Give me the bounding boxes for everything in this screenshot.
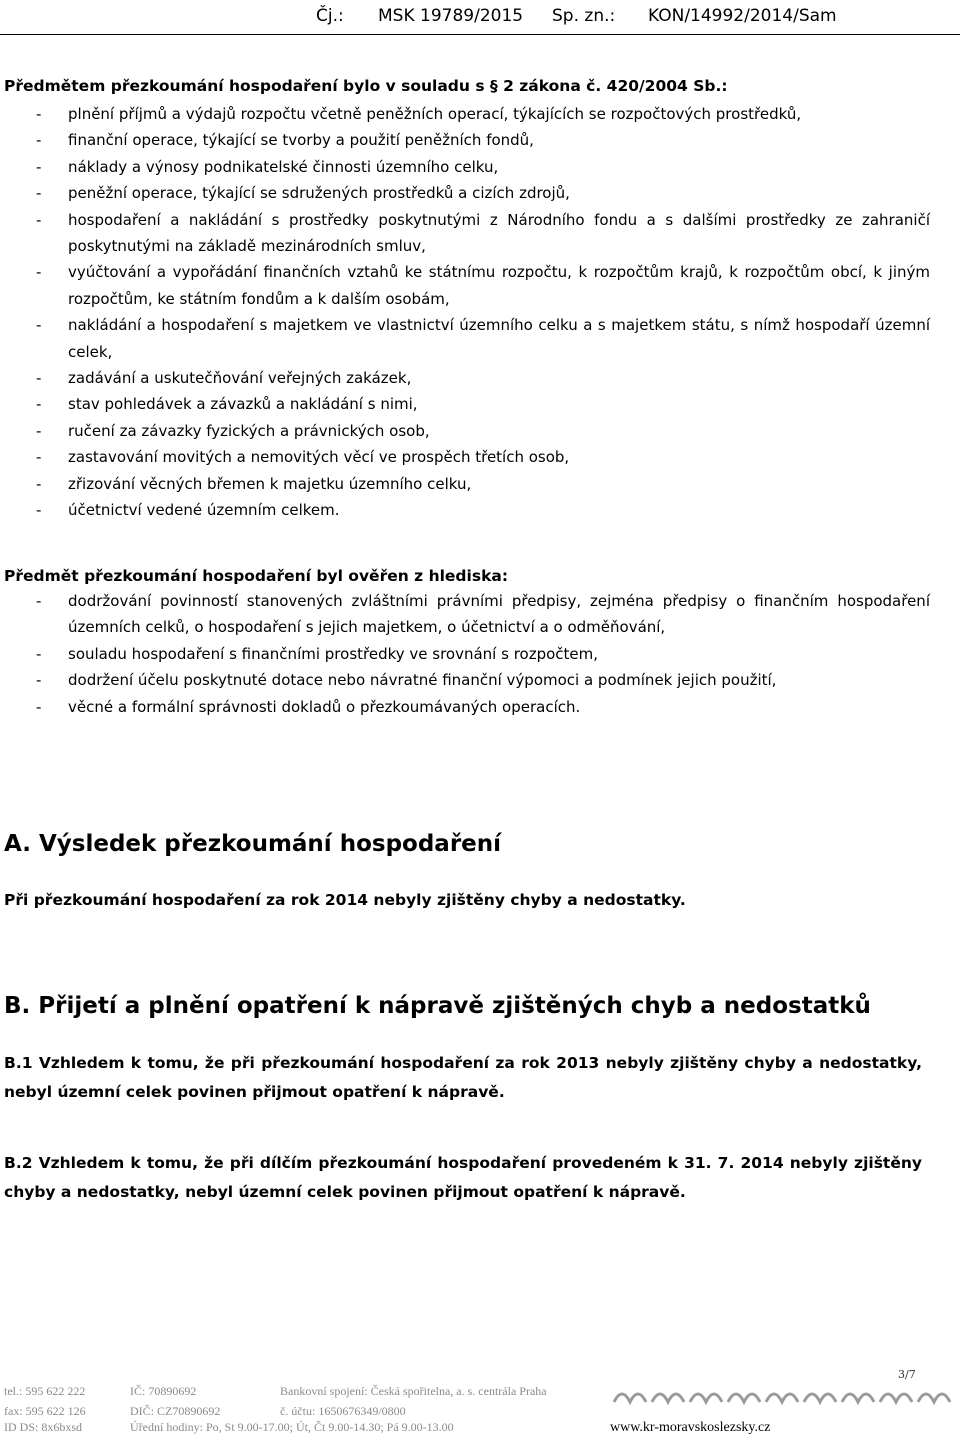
footer-fax: fax: 595 622 126 xyxy=(4,1404,86,1418)
scope-list xyxy=(0,101,930,524)
section-b1-text: B.1 Vzhledem k tomu, že při přezkoumání hospodaření za rok 2013 nebyly zjištěny chyby a nedostatky, nebyl územní celek povinen přijmout opatření k nápravě. xyxy=(4,1054,922,1101)
document-footer xyxy=(0,1380,960,1440)
list-item-text: náklady a výnosy podnikatelské činnosti územního celku, xyxy=(68,157,499,176)
list-item: - hospodaření a nakládání s prostředky poskytnutými z Národního fondu a s dalšími prostředky ze zahraničí poskytnutými na základě mezinárodních smluv, xyxy=(0,207,930,260)
footer-data-box-id: ID DS: 8x6bxsd xyxy=(4,1420,83,1434)
list-item: - dodržení účelu poskytnuté dotace nebo návratné finanční výpomoci a podmínek jejich použití, xyxy=(36,671,777,690)
list-item-text: zadávání a uskutečňování veřejných zakázek, xyxy=(68,369,412,388)
list-item-text: ručení za závazky fyzických a právnických osob, xyxy=(68,421,430,440)
list-item-text: hospodaření a nakládání s prostředky poskytnutými z Národního fondu a s dalšími prostředky ze zahraničí poskytnutými na základě mezinárodních smluv, xyxy=(68,210,930,256)
list-item-text: účetnictví vedené územním celkem. xyxy=(68,501,340,520)
list-item-text: zastavování movitých a nemovitých věcí ve prospěch třetích osob, xyxy=(68,448,570,467)
footer-bank: Bankovní spojení: Česká spořitelna, a. s. centrála Praha xyxy=(280,1384,547,1398)
footer-vat-id: DIČ: CZ70890692 xyxy=(130,1404,221,1418)
list-item-text: nakládání a hospodaření s majetkem ve vlastnictví územního celku a s majetkem státu, s nímž hospodaří územní celek, xyxy=(68,316,930,361)
list-item: - souladu hospodaření s finančními prostředky ve srovnání s rozpočtem, xyxy=(36,644,599,663)
list-item: - dodržování povinností stanovených zvláštními právními předpisy, zejména předpisy o finančním hospodaření územních celků, o hospodaření s jejich majetkem, o účetnictví a o odměňování, xyxy=(0,588,930,641)
list-item-text: zřizování věcných břemen k majetku územního celku, xyxy=(68,474,472,493)
list-item: - zastavování movitých a nemovitých věcí ve prospěch třetích osob, xyxy=(36,448,570,467)
header-divider xyxy=(0,34,960,35)
list-item-text: plnění příjmů a výdajů rozpočtu včetně peněžních operací, týkajících se rozpočtových prostředků, xyxy=(68,105,802,123)
list-item-text: věcné a formální správnosti dokladů o přezkoumávaných operacích. xyxy=(68,697,581,716)
list-item-text: vyúčtování a vypořádání finančních vztahů ke státnímu rozpočtu, k rozpočtům krajů, k rozpočtům obcí, k jiným rozpočtům, ke státním fondům a k dalším osobám, xyxy=(68,263,930,308)
criteria-list xyxy=(0,588,930,720)
section-a-title: A. Výsledek přezkoumání hospodaření xyxy=(4,831,502,857)
document-header xyxy=(0,4,960,32)
list-item: - plnění příjmů a výdajů rozpočtu včetně peněžních operací, týkajících se rozpočtových prostředků, xyxy=(36,105,802,123)
list-item: - ručení za závazky fyzických a právnických osob, xyxy=(36,421,430,440)
list-item-text: dodržování povinností stanovených zvláštními právními předpisy, zejména předpisy o finančním hospodaření územních celků, o hospodaření s jejich majetkem, o účetnictví a o odměňování, xyxy=(68,592,930,637)
footer-website: www.kr-moravskoslezsky.cz xyxy=(610,1420,771,1435)
list-item: - zadávání a uskutečňování veřejných zakázek, xyxy=(36,369,412,388)
page-number: 3/7 xyxy=(898,1368,916,1381)
reference-number-value: MSK 19789/2015 xyxy=(378,6,524,26)
list-item: - vyúčtování a vypořádání finančních vztahů ke státnímu rozpočtu, k rozpočtům krajů, k rozpočtům obcí, k jiným rozpočtům, ke státním fondům a k dalším osobám, xyxy=(0,259,930,312)
list-item: - náklady a výnosy podnikatelské činnosti územního celku, xyxy=(36,157,499,176)
list-item: - stav pohledávek a závazků a nakládání s nimi, xyxy=(36,395,418,414)
list-item: - účetnictví vedené územním celkem. xyxy=(36,501,340,520)
footer-phone: tel.: 595 622 222 xyxy=(4,1384,86,1398)
ornament-logo-strip xyxy=(610,1382,956,1408)
footer-company-id: IČ: 70890692 xyxy=(130,1384,197,1398)
section-a-text: Při přezkoumání hospodaření za rok 2014 nebyly zjištěny chyby a nedostatky. xyxy=(4,891,686,909)
file-mark-value: KON/14992/2014/Sam xyxy=(648,6,837,26)
list-item-text: stav pohledávek a závazků a nakládání s nimi, xyxy=(68,395,418,414)
file-mark-label: Sp. zn.: xyxy=(552,6,616,26)
criteria-heading: Předmět přezkoumání hospodaření byl ověřen z hlediska: xyxy=(4,567,509,585)
list-item: - zřizování věcných břemen k majetku územního celku, xyxy=(36,474,472,493)
list-item-text: finanční operace, týkající se tvorby a použití peněžních fondů, xyxy=(68,131,534,150)
section-b-title: B. Přijetí a plnění opatření k nápravě zjištěných chyb a nedostatků xyxy=(4,993,871,1019)
list-item-text: peněžní operace, týkající se sdružených prostředků a cizích zdrojů, xyxy=(68,184,570,203)
list-item: - věcné a formální správnosti dokladů o přezkoumávaných operacích. xyxy=(36,697,581,716)
list-item: - nakládání a hospodaření s majetkem ve vlastnictví územního celku a s majetkem státu, s nímž hospodaří územní celek, xyxy=(0,312,930,365)
list-item-text: dodržení účelu poskytnuté dotace nebo návratné finanční výpomoci a podmínek jejich použití, xyxy=(68,671,777,690)
reference-number-label: Čj.: xyxy=(316,6,344,26)
scope-heading: Předmětem přezkoumání hospodaření bylo v souladu s § 2 zákona č. 420/2004 Sb.: xyxy=(4,77,728,95)
footer-account: č. účtu: 1650676349/0800 xyxy=(280,1404,406,1418)
list-item: - peněžní operace, týkající se sdružených prostředků a cizích zdrojů, xyxy=(36,184,570,203)
list-item-text: souladu hospodaření s finančními prostředky ve srovnání s rozpočtem, xyxy=(68,644,599,663)
footer-office-hours: Úřední hodiny: Po, St 9.00-17.00; Út, Čt 9.00-14.30; Pá 9.00-13.00 xyxy=(130,1420,454,1434)
list-item: - finanční operace, týkající se tvorby a použití peněžních fondů, xyxy=(36,131,534,150)
section-b2-text: B.2 Vzhledem k tomu, že při dílčím přezkoumání hospodaření provedeném k 31. 7. 2014 nebyly zjištěny chyby a nedostatky, nebyl územní celek povinen přijmout opatření k nápravě. xyxy=(4,1154,922,1201)
